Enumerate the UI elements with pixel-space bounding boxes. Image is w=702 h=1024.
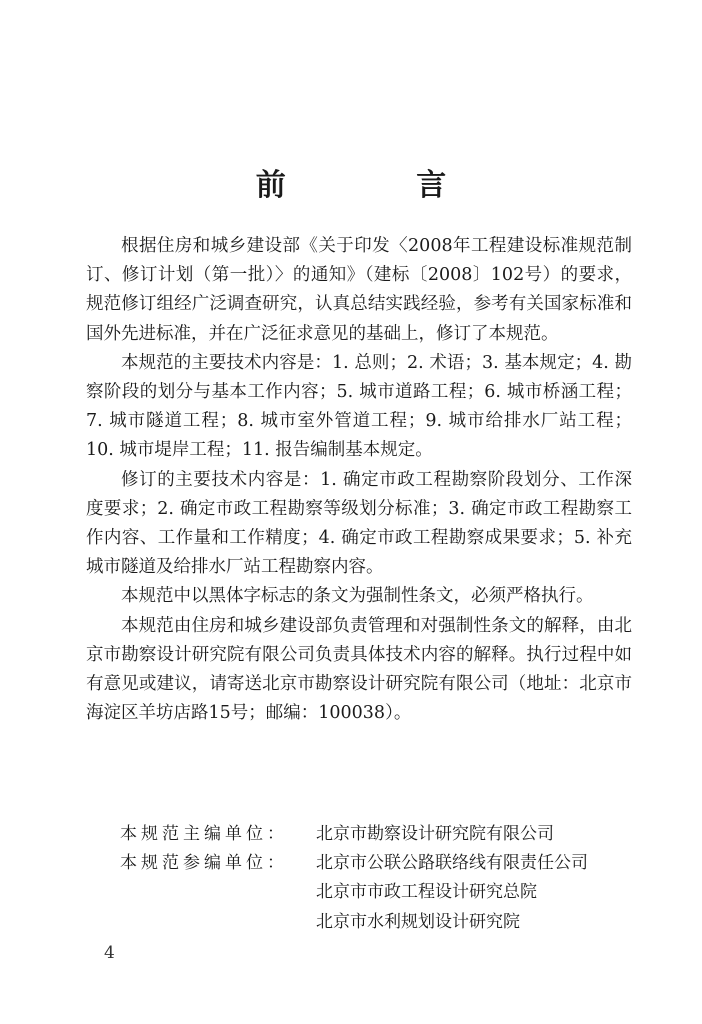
participant-row — [86, 849, 646, 937]
chief-editor-org: 北京市勘察设计研究院有限公司 — [316, 824, 554, 844]
preface-body — [86, 232, 632, 728]
page-number: 4 — [104, 943, 115, 963]
participant-org: 北京市公联公路联络线有限责任公司 — [316, 853, 588, 874]
paragraph-revision-contents: 修订的主要技术内容是：1. 确定市政工程勘察阶段划分、工作深度要求；2. 确定市政工程勘察等级划分标准；3. 确定市政工程勘察工作内容、工作量和工作精度；4. 确定市政工程勘察成果要求；5. 补充城市隧道及给排水厂站工程勘察内容。 — [86, 469, 632, 578]
paragraph-mandatory-provisions: 本规范中以黑体字标志的条文为强制性条文，必须严格执行。 — [121, 586, 594, 607]
participant-label: 本规范参编单位： — [120, 853, 288, 874]
page-title: 前 言 — [255, 168, 507, 203]
chief-editor-label: 本规范主编单位： — [120, 824, 288, 844]
participant-org: 北京市市政工程设计研究总院 — [316, 882, 537, 903]
participant-org: 北京市水利规划设计研究院 — [316, 911, 520, 932]
paragraph-management: 本规范由住房和城乡建设部负责管理和对强制性条文的解释，由北京市勘察设计研究院有限公司负责具体技术内容的解释。执行过程中如有意见或建议，请寄送北京市勘察设计研究院有限公司（地址：北京市海淀区羊坊店路15号；邮编：100038）。 — [86, 615, 632, 724]
paragraph-main-contents: 本规范的主要技术内容是：1. 总则；2. 术语；3. 基本规定；4. 勘察阶段的划分与基本工作内容；5. 城市道路工程；6. 城市桥涵工程；7. 城市隧道工程；8. 城市室外管道工程；9. 城市给排水厂站工程；10. 城市堤岸工程；11. 报告编制基本规定。 — [86, 352, 632, 461]
paragraph-background: 根据住房和城乡建设部《关于印发〈2008年工程建设标准规范制订、修订计划（第一批）〉的通知》（建标〔2008〕102号）的要求，规范修订组经广泛调查研究，认真总结实践经验，参考有关国家标准和国外先进标准，并在广泛征求意见的基础上，修订了本规范。 — [86, 236, 632, 344]
credits-section — [86, 820, 646, 937]
chief-editor-row — [86, 820, 646, 849]
